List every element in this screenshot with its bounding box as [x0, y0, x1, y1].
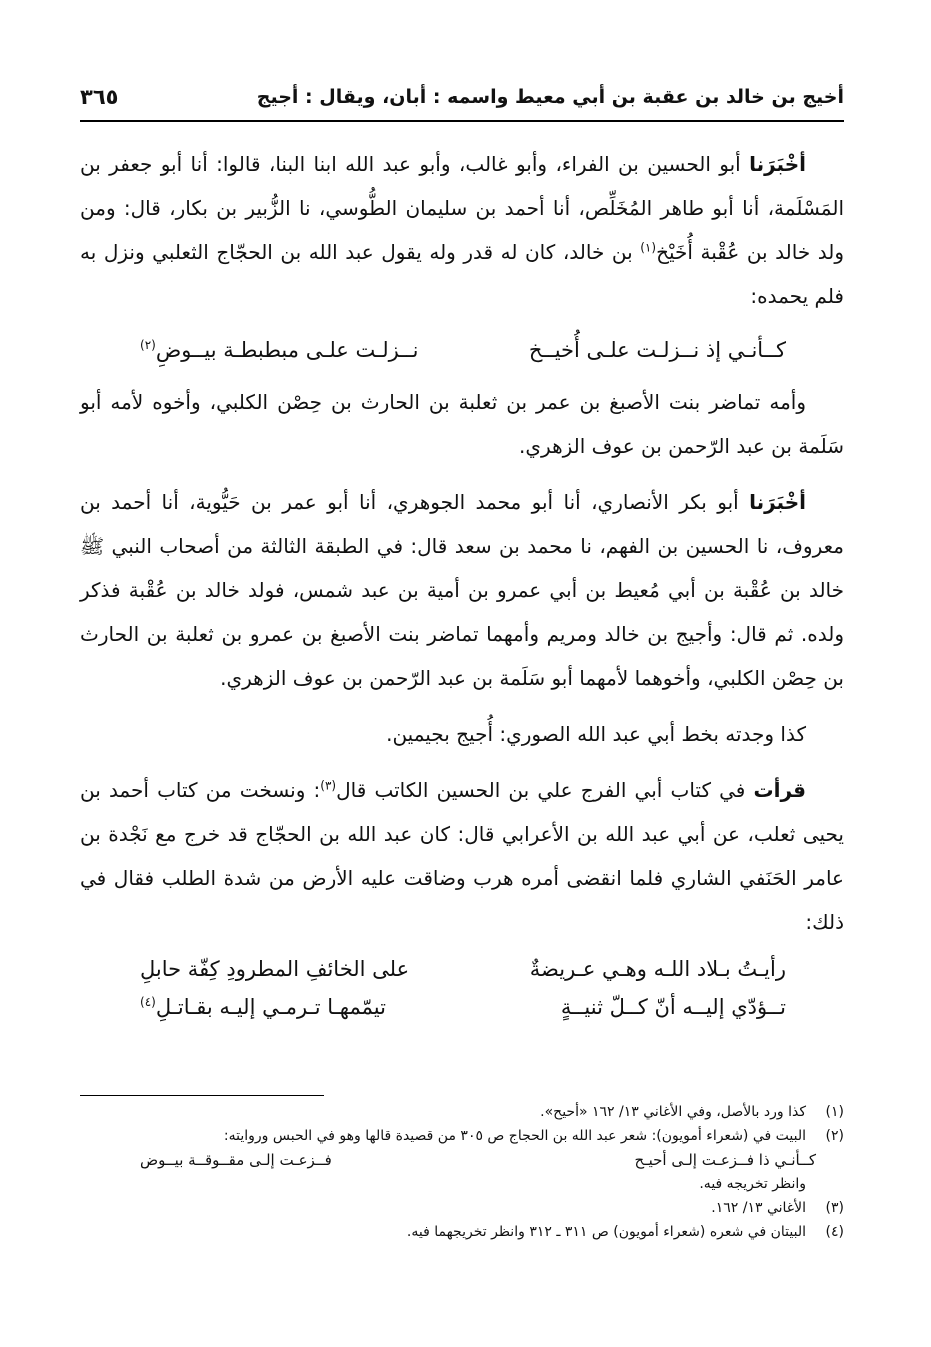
footnote-ref-2: (٢)	[140, 338, 156, 352]
footnote-3: (٣) الأغاني ١٣/ ١٦٢.	[711, 1200, 844, 1216]
footnote-4: (٤) البيتان في شعره (شعراء أمويون) ص ٣١١ ـ ٣١٢ وانظر تخريجهما فيه.	[406, 1224, 844, 1240]
verse-1	[80, 328, 844, 372]
footnote-ref-1: (١)	[640, 240, 657, 255]
header-rule	[80, 120, 844, 122]
paragraph-5: قرأت في كتاب أبي الفرج علي بن الحسين الكاتب قال$^{(٣)}$: ونسخت من كتاب أحمد بن يحيى ثعلب، عن أبي عبد الله بن الأعرابي قال: كان عبد الله بن الحجّاج قد خرج مع نَجْدة بن عامر الحَنَفي الشاري فلما انقضى أمره هرب وضاقت عليه الأرض من شدة الطلب فقال في ذلك:	[80, 778, 844, 934]
footnote-ref-4: (٤)	[140, 995, 156, 1009]
verse-1-left: نــزلـت علـى مبطبطـة بيــوضِ$^{(٢)}$	[140, 338, 419, 362]
paragraph-2: وأمه تماضر بنت الأصبغ بن عمر بن ثعلبة بن الحارث بن حِصْن الكلبي، وأخوه لأمه أبو سَلَمة بن عبد الرّحمن بن عوف الزهري.	[80, 390, 844, 458]
footnote-2-tail: وانظر تخريجه فيه.	[699, 1176, 806, 1192]
footnote-rule	[80, 1095, 324, 1096]
running-header	[80, 78, 844, 116]
verse-2-line-1: رأيـتُ بـلاد اللـه وهـي عـريضةٌ على الخائفِ المطرودِ كِفّة حابلِ	[140, 957, 786, 981]
verse-1-right: كــأنـي إذ نــزلـت علـى أُخيــخ	[528, 338, 786, 362]
paragraph-3: أخْبَرَنا أبو بكر الأنصاري، أنا أبو محمد الجوهري، أنا أبو عمر بن حَيُّوية، أنا أحمد بن معروف، نا الحسين بن الفهم، نا محمد بن سعد قال: في الطبقة الثالثة من أصحاب النبي ﷺ خالد بن عُقْبة بن أبي مُعيط بن أبي عمرو بن أمية بن عبد شمس، فولد خالد بن عُقْبة فذكر ولده. ثم قال: وأجيج بن خالد ومريم وأمهما تماضر بنت الأصبغ بن عمرو بن ثعلبة بن الحارث بن حِصْن الكلبي، وأخوهما لأمهما أبو سَلَمة بن عبد الرّحمن بن عوف الزهري.	[80, 490, 844, 690]
keyword-qarat: قرأت	[753, 778, 806, 802]
keyword-akhbarana-2: أخْبَرَنا	[749, 490, 806, 514]
footnote-1: (١) كذا ورد بالأصل، وفي الأغاني ١٣/ ١٦٢ «أحيح».	[540, 1104, 844, 1120]
verse-2-line-2: تــؤدّي إليــه أنّ كــلّ ثنيــةٍ تيمّمهـا تـرمـي إليـه بقـاتـلِ$^{(٤)}$	[140, 995, 786, 1019]
paragraph-4: كذا وجدته بخط أبي عبد الله الصوري: أُجيج بجيمين.	[386, 722, 806, 746]
page-number: ٣٦٥	[80, 85, 119, 109]
footnotes	[80, 1100, 844, 1244]
paragraph-1: أخْبَرَنا أبو الحسين بن الفراء، وأبو غالب، وأبو عبد الله ابنا البنا، قالوا: أنا أبو جعفر بن المَسْلَمة، أنا أبو طاهر المُخَلِّص، أنا أحمد بن سليمان الطُّوسي، نا الزُّبير بن بكار، قال: ومن ولد خالد بن عُقْبة أُخَيْخ$^{(١)}$ بن خالد، كان له قدر وله يقول عبد الله بن الحجّاج الثعلبي ونزل به فلم يحمده:	[80, 152, 844, 308]
footnote-ref-3: (٣)	[320, 778, 337, 793]
header-title: أخيج بن خالد بن عقبة بن أبي معيط واسمه : أبان، ويقال : أجيج	[256, 86, 844, 108]
page	[80, 70, 844, 1300]
main-text	[80, 142, 844, 1026]
keyword-akhbarana: أخْبَرَنا	[749, 152, 806, 176]
footnote-2: (٢) البيت في (شعراء أمويون): شعر عبد الله بن الحجاج ص ٣٠٥ من قصيدة قالها وهو في الحبس وروايته:	[223, 1128, 844, 1144]
footnote-2-verse: كــأنـي ذا فــزعـت إلـى أحيـح فــزعـت إلـى مقــوقــة بيــوض	[140, 1151, 816, 1169]
